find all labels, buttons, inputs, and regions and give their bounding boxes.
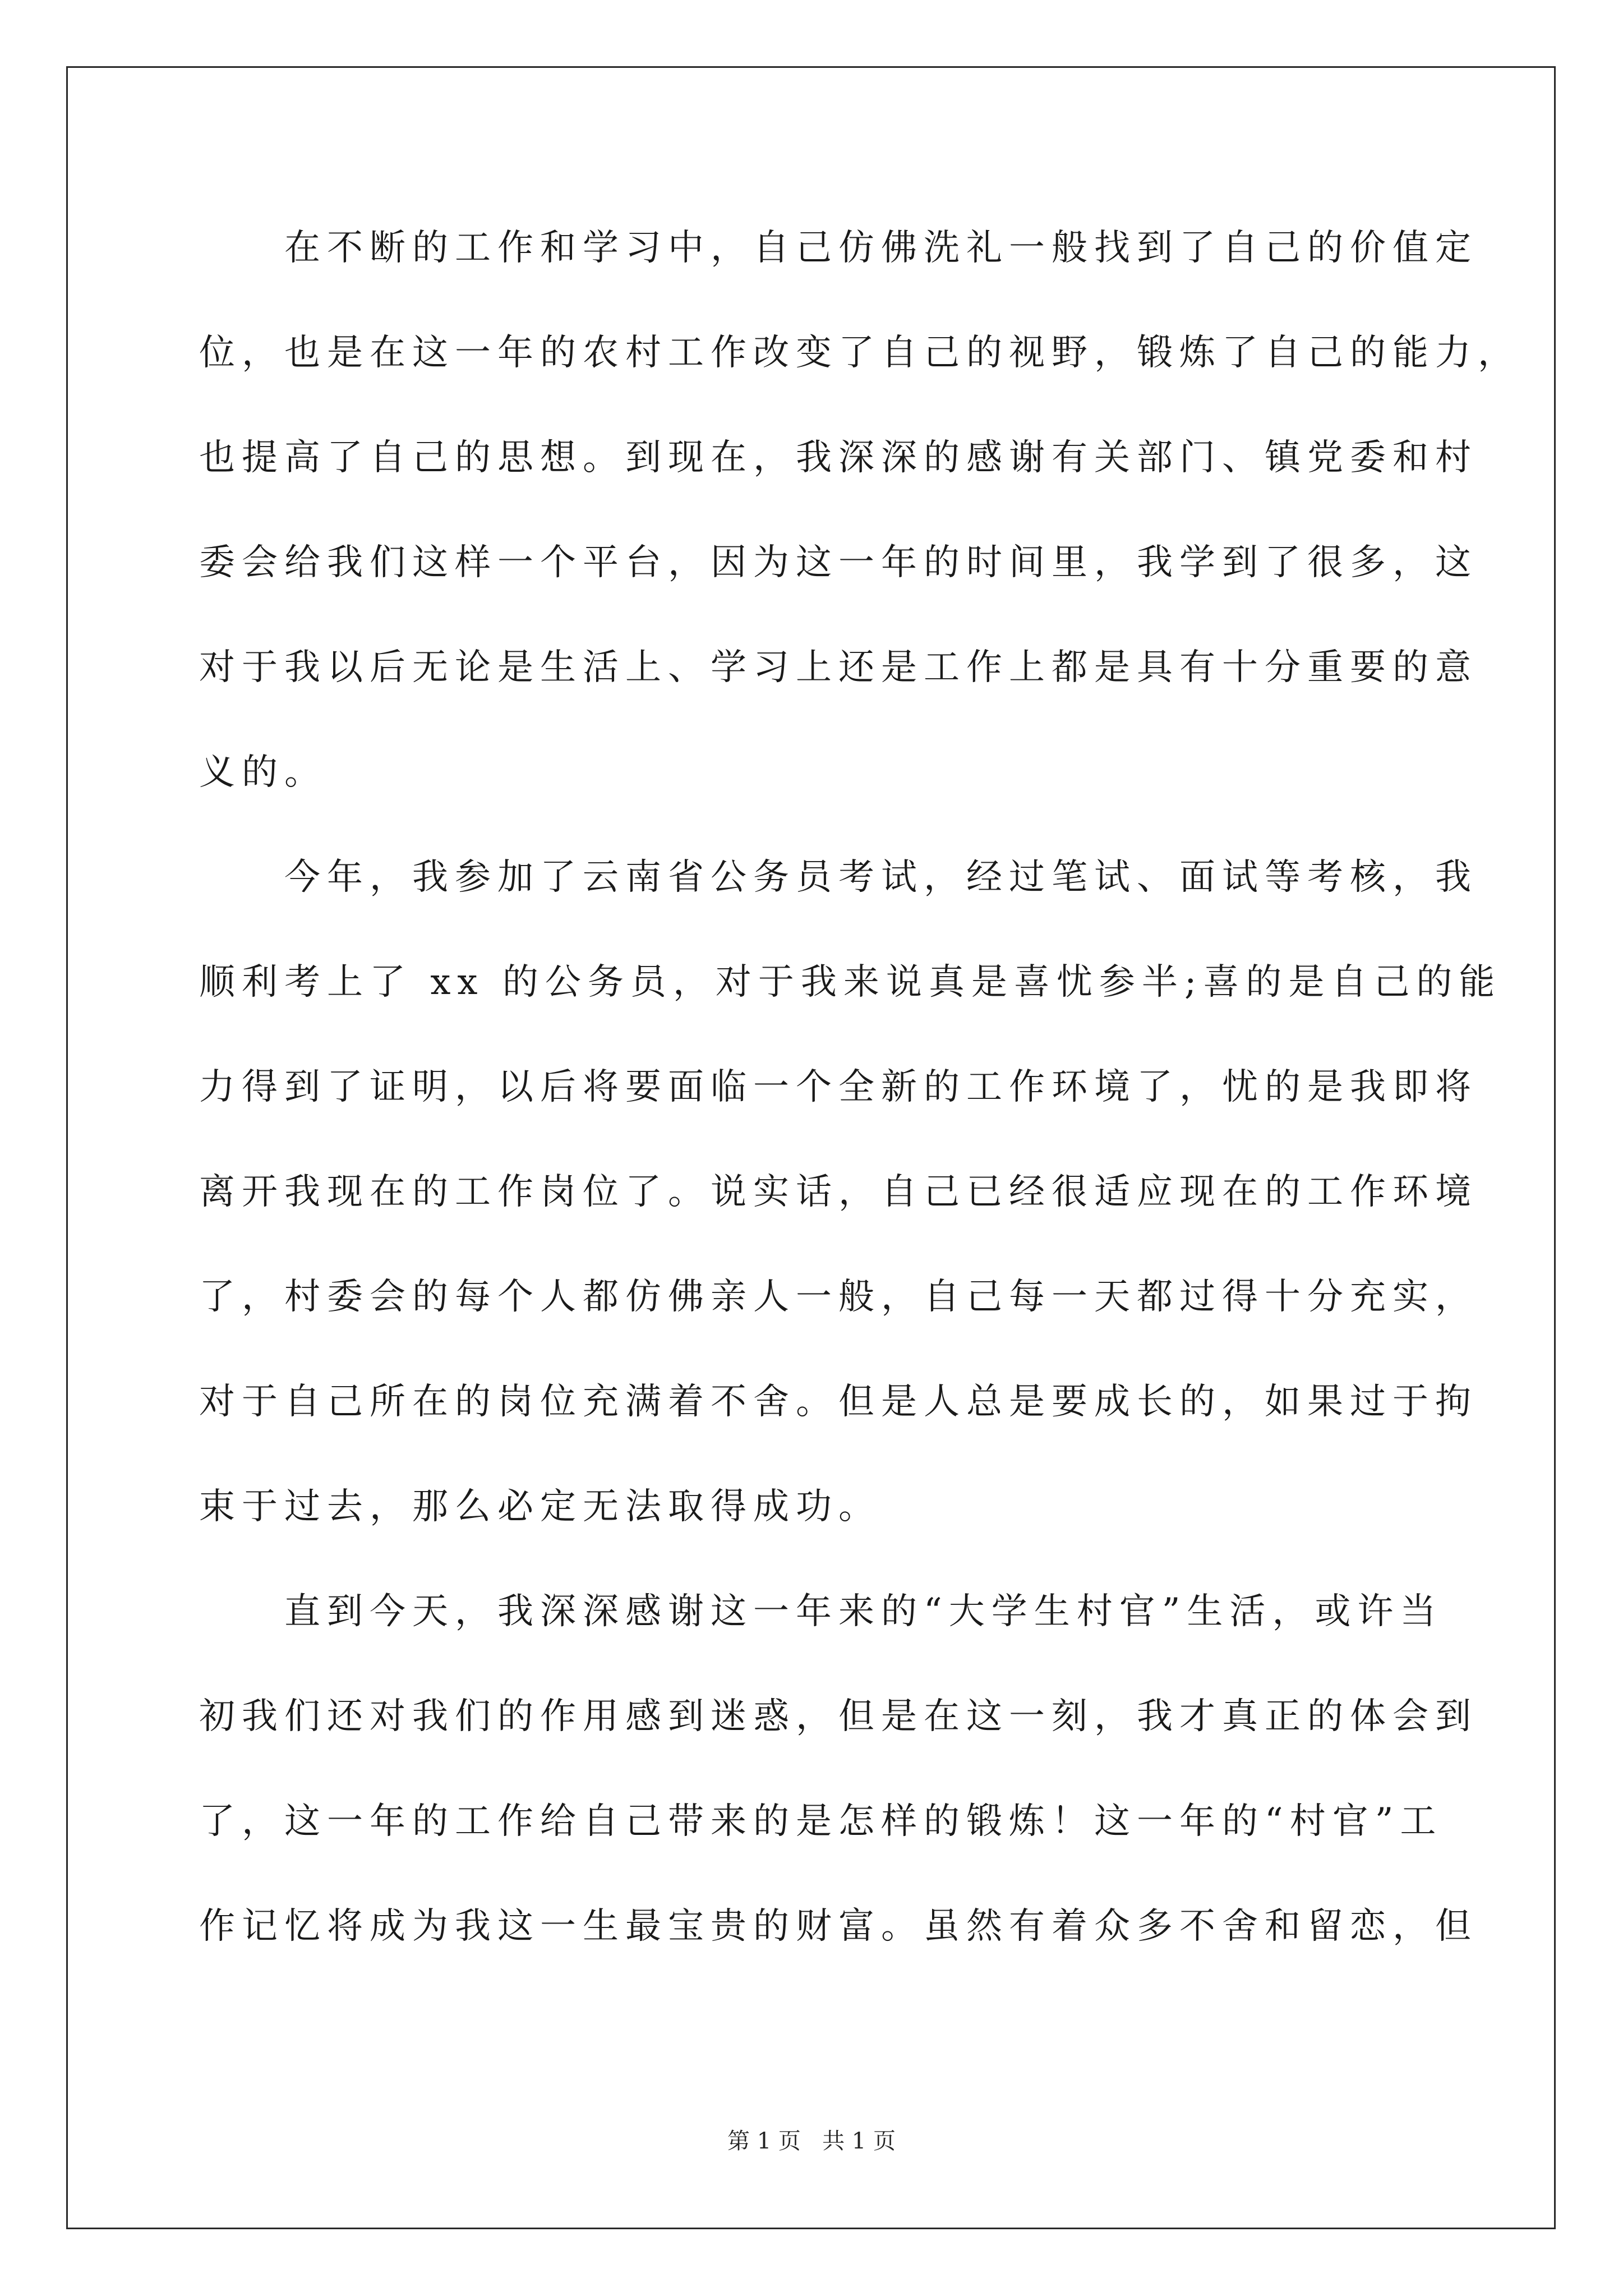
text-line: 委会给我们这样一个平台，因为这一年的时间里，我学到了很多，这 (199, 542, 1478, 583)
text-line: 也提高了自己的思想。到现在，我深深的感谢有关部门、镇党委和村 (199, 437, 1478, 478)
text-line: 对于自己所在的岗位充满着不舍。但是人总是要成长的，如果过于拘 (199, 1381, 1478, 1423)
document-body (199, 213, 1520, 1996)
text-line: 初我们还对我们的作用感到迷惑，但是在这一刻，我才真正的体会到 (199, 1696, 1478, 1737)
text-line: 力得到了证明，以后将要面临一个全新的工作环境了，忧的是我即将 (199, 1066, 1478, 1108)
text-line: 今年，我参加了云南省公务员考试，经过笔试、面试等考核，我 (199, 857, 1478, 898)
text-line: 了，这一年的工作给自己带来的是怎样的锻炼！这一年的“村官”工 (199, 1801, 1443, 1842)
text-line: 作记忆将成为我这一生最宝贵的财富。虽然有着众多不舍和留恋，但 (199, 1906, 1478, 1947)
text-line: 离开我现在的工作岗位了。说实话，自己已经很适应现在的工作环境 (199, 1171, 1478, 1213)
text-line: 在不断的工作和学习中，自己仿佛洗礼一般找到了自己的价值定 (199, 227, 1478, 269)
page-number-footer: 第 1 页 共 1 页 (727, 2128, 896, 2154)
text-line: 位，也是在这一年的农村工作改变了自己的视野，锻炼了自己的能力， (199, 332, 1520, 374)
text-line: 对于我以后无论是生活上、学习上还是工作上都是具有十分重要的意 (199, 647, 1478, 688)
text-line: 束于过去，那么必定无法取得成功。 (199, 1486, 881, 1527)
text-line: 直到今天，我深深感谢这一年来的“大学生村官”生活，或许当 (199, 1591, 1443, 1632)
text-line: 义的。 (199, 752, 327, 793)
text-line: 顺利考上了 xx 的公务员，对于我来说真是喜忧参半;喜的是自己的能 (199, 961, 1502, 1003)
text-line: 了，村委会的每个人都仿佛亲人一般，自己每一天都过得十分充实， (199, 1276, 1478, 1318)
